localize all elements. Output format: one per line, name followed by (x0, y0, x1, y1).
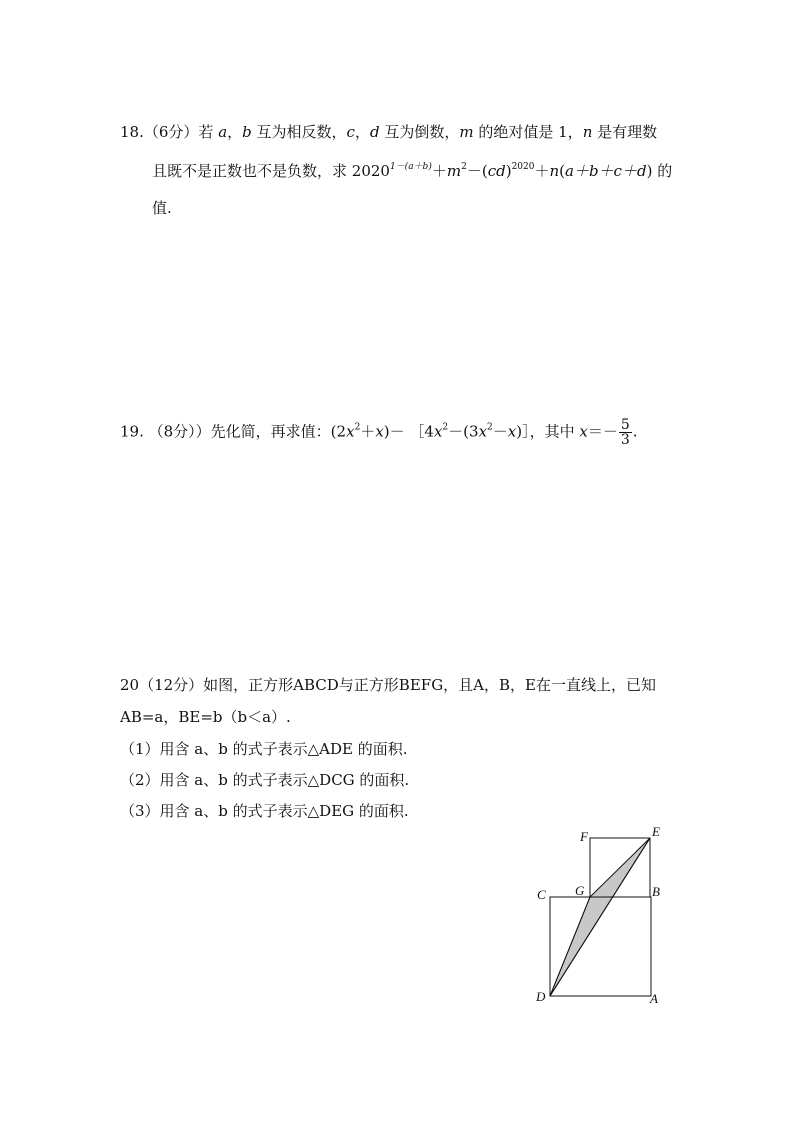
question-20-sub-1: （1）用含 a、b 的式子表示△ADE 的面积. (120, 740, 408, 758)
question-20-line-1: 20（12分）如图，正方形ABCD与正方形BEFG，且A，B，E在一直线上，已知 (120, 676, 656, 694)
exponent: 2 (442, 422, 449, 433)
exponent: 1－(a＋b) (389, 162, 432, 172)
segment-DE (550, 838, 650, 996)
label-A: A (650, 991, 658, 1006)
text: . (632, 422, 638, 441)
var-b: b (242, 123, 252, 141)
var-x: x (478, 422, 488, 441)
exponent: 2020 (511, 162, 535, 172)
var-n: n (582, 123, 593, 141)
text: ) 的 (646, 162, 673, 180)
text: －( (466, 162, 488, 180)
question-points: （6分） (143, 123, 199, 141)
var-x: x (433, 422, 443, 441)
label-F: F (580, 829, 588, 844)
question-number: 19. (120, 422, 144, 441)
var-d: d (369, 123, 380, 141)
var-cd: cd (487, 162, 506, 180)
text: 若 (198, 123, 219, 141)
text: )－ ［4 (383, 422, 434, 441)
expression: a＋b＋c＋d (565, 162, 647, 180)
question-20-sub-3: （3）用含 a、b 的式子表示△DEG 的面积. (120, 802, 409, 820)
text: ＋ (534, 162, 550, 180)
label-E: E (652, 824, 660, 839)
question-18-line-3: 值. (152, 199, 172, 217)
text: ( (559, 162, 566, 180)
text: － (492, 422, 508, 441)
label-G: G (575, 883, 585, 898)
var-n: n (549, 162, 560, 180)
question-20-sub-2: （2）用含 a、b 的式子表示△DCG 的面积. (120, 771, 410, 789)
fraction-numerator: 5 (620, 417, 630, 433)
segment-DG (550, 897, 590, 996)
question-number: 18. (120, 123, 144, 141)
label-B: B (652, 884, 660, 899)
text: ＋ (431, 162, 447, 180)
question-20-line-2: AB=a，BE=b（b＜a）. (120, 708, 291, 726)
text: 且既不是正数也不是负数，求 2020 (152, 162, 390, 180)
text: ) (505, 162, 512, 180)
label-C: C (537, 887, 546, 902)
text: ＋ (360, 422, 376, 441)
var-a: a (218, 123, 228, 141)
var-x: x (507, 422, 517, 441)
text: 互为倒数， (379, 123, 460, 141)
text: －(3 (448, 422, 479, 441)
var-c: c (346, 123, 355, 141)
var-x: x (346, 422, 355, 441)
label-D: D (536, 989, 546, 1004)
text: ， (227, 123, 243, 141)
text: 的绝对值是 1， (473, 123, 583, 141)
text: ＝－ (587, 422, 618, 441)
var-x: x (579, 422, 588, 441)
exponent: 2 (354, 422, 361, 433)
text: （8分））先化简，再求值：(2 (148, 422, 347, 441)
text: 互为相反数， (251, 123, 347, 141)
exponent: 2 (487, 422, 493, 433)
fraction-denominator: 3 (620, 432, 630, 448)
text: ， (354, 123, 370, 141)
text: )］，其中 (516, 422, 580, 441)
var-m: m (446, 162, 462, 180)
var-x: x (375, 422, 384, 441)
text: 是有理数 (592, 123, 658, 141)
exponent: 2 (461, 162, 467, 172)
var-m: m (459, 123, 474, 141)
